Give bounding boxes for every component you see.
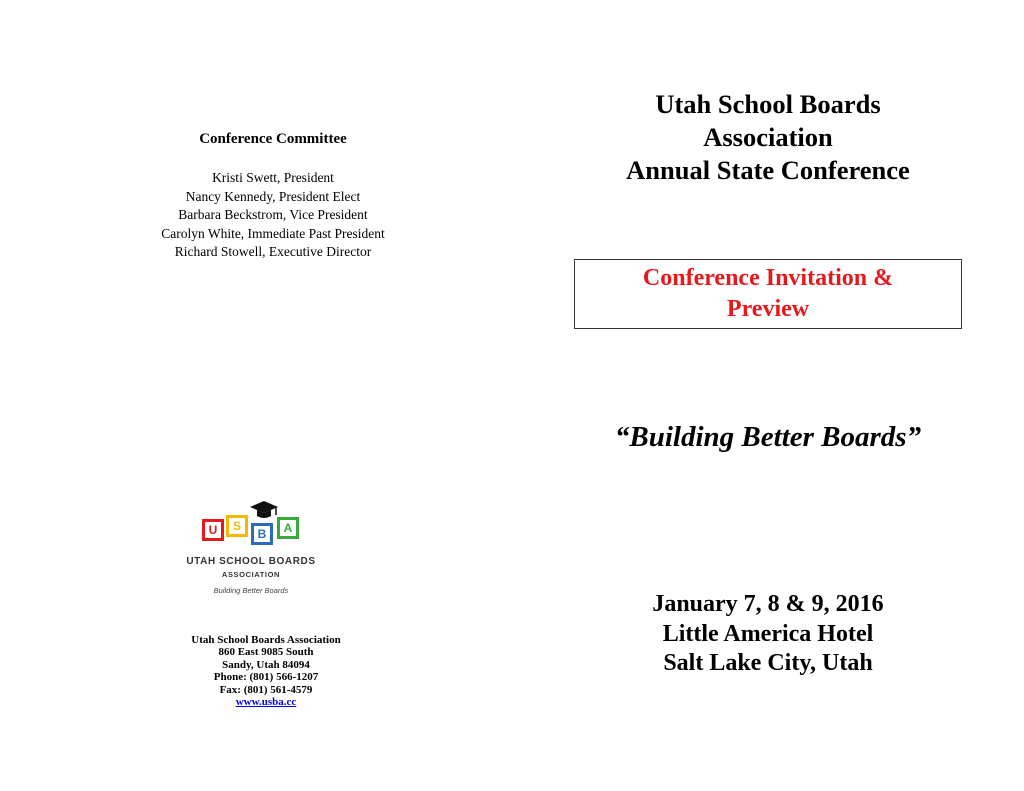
conference-title [574, 88, 962, 187]
invitation-box [574, 259, 962, 329]
logo-block-letter: S [232, 519, 241, 533]
address-line: Fax: (801) 561-4579 [219, 683, 313, 696]
graduation-cap-icon [249, 500, 279, 520]
title-line: Association [703, 122, 833, 152]
conference-theme: “Building Better Boards” [614, 421, 922, 453]
address-line: Sandy, Utah 84094 [222, 658, 310, 671]
logo-block-letter: B [257, 527, 267, 541]
invitation-line: Conference Invitation & [642, 265, 894, 291]
website-link[interactable]: www.usba.cc [235, 696, 297, 709]
committee-member: Richard Stowell, Executive Director [174, 244, 372, 259]
committee-member: Kristi Swett, President [212, 170, 334, 185]
logo-block-b [251, 523, 273, 545]
title-line: Annual State Conference [626, 155, 910, 185]
logo-association: ASSOCIATION [221, 570, 281, 579]
event-dates: January 7, 8 & 9, 2016 [652, 591, 884, 617]
invitation-line: Preview [726, 296, 810, 322]
logo-block-a [277, 517, 299, 539]
committee-title: Conference Committee [199, 131, 347, 147]
contact-address [146, 634, 386, 708]
committee-list [120, 169, 426, 262]
event-venue: Little America Hotel [662, 620, 874, 647]
title-line: Utah School Boards [655, 89, 881, 119]
logo-block-u [202, 519, 224, 541]
logo-block-letter: A [283, 521, 293, 535]
logo-tagline: Building Better Boards [213, 586, 289, 595]
event-location: Salt Lake City, Utah [663, 650, 873, 676]
event-details [574, 590, 962, 679]
committee-member: Carolyn White, Immediate Past President [161, 225, 385, 241]
logo-block-s [226, 515, 248, 537]
committee-member: Barbara Beckstrom, Vice President [178, 207, 368, 222]
logo-name: UTAH SCHOOL BOARDS [186, 556, 316, 567]
invitation-heading [575, 263, 961, 325]
usba-logo [186, 500, 326, 600]
address-line: Phone: (801) 566-1207 [213, 671, 319, 684]
address-line: 860 East 9085 South [218, 646, 314, 659]
address-line: Utah School Boards Association [191, 634, 341, 646]
logo-block-letter: U [208, 523, 218, 537]
committee-member: Nancy Kennedy, President Elect [185, 188, 361, 204]
